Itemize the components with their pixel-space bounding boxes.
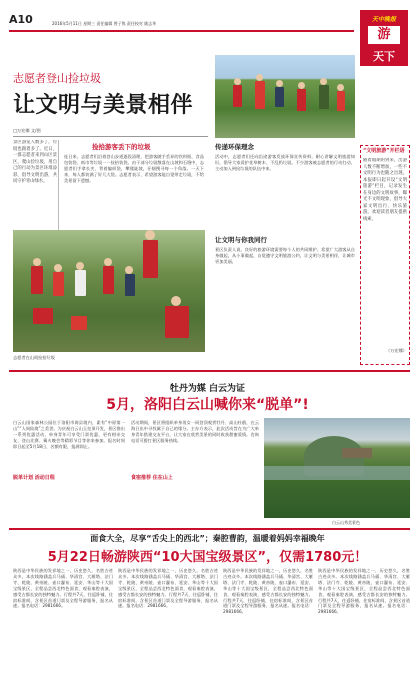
peony-sub-left: 脱单计划 活动日程	[13, 475, 55, 481]
date-line: 2016年5月11日 星期三 责任编辑 曾子隽 责任校对 姚志华	[52, 21, 157, 26]
quote-sign: （万宏娜）	[386, 348, 407, 353]
tour-body-text: 陕西是中华民族的发祥地之一，历史悠久，名胜古迹众多。本次线路涵盖兵马俑、华清宫、大雁塔、法门寺、乾陵、黄帝陵、壶口瀑布、延安、华山等十大国宝级景区，全程品尝西北特色面食，观看秦腔表演，感受古都长安的独特魅力。行程共7天，往返卧铺，住宿标准间，含景区首道门票及全程导游服务，报名从速。报名电话：2981666。	[318, 568, 410, 615]
peony-kicker: 牡丹为媒 白云为证	[169, 384, 246, 394]
tour-body-col-3	[223, 568, 313, 668]
tour-kicker: 面食大全，尽享“舌尖上的西北”；秦腔曹韵，温暖着妈妈幸福晚年	[90, 534, 325, 543]
tour-body-col-4	[318, 568, 410, 668]
quote-title: “文明旅游”开栏语	[363, 148, 405, 154]
lead-intro: 景区游览人数多了，垃圾也跟着多了。近日，一群志愿者来到山区景区，爬山捡垃圾，用自己的行动为景区环境添彩，倡导文明出游，共同守护青山绿水。	[13, 140, 57, 184]
peony-photo	[264, 418, 410, 518]
quote-box	[360, 145, 410, 365]
body-2: 活动中，志愿者们还向沿途游客发放环保宣传资料，耐心讲解文明旅游知识，倡导大家爱护花草树木、不乱扔垃圾。不少游客被志愿者的行动打动，主动加入到捡垃圾的队伍中来。	[215, 154, 355, 171]
page-number: A10	[9, 13, 33, 26]
lead-photo-bottom	[13, 230, 205, 352]
lead-photo-top	[215, 55, 355, 138]
subhead-3: 让文明与你我同行	[215, 236, 267, 244]
peony-body-right: 活动期间，景区将组织单身男女一同登顶观赏牡丹、高山杜鹃，在云海日出中寻找属于自己的缘分。主办方表示，此次活动旨在为广大单身青年搭建交友平台，让大家在欣赏美景的同时收获甜蜜爱情。咨询电话可拨打景区服务热线。	[131, 420, 259, 443]
lead-kicker: 志愿者登山捡垃圾	[13, 72, 101, 85]
byline-rule	[13, 136, 208, 137]
tour-body-text: 陕西是中华民族的发祥地之一，历史悠久，名胜古迹众多。本次线路涵盖兵马俑、华清宫、大雁塔、法门寺、乾陵、黄帝陵、壶口瀑布、延安、华山等十大国宝级景区，全程品尝西北特色面食，观看秦腔表演，感受古都长安的独特魅力。行程共7天，往返卧铺，住宿标准间，含景区首道门票及全程导游服务，报名从速。报名电话：2981666。	[223, 568, 313, 615]
peony-photo-caption: 白云山秀美景色	[332, 520, 360, 525]
quote-body: 随着假期的到来，出游人数不断增加，一些不文明行为也随之出现。本报即日起开设“文明旅游”栏目，记录发生在身边的文明故事，曝光不文明现象，倡导大家文明出行、快乐旅游。欢迎读者朋友提供线索。	[363, 158, 407, 222]
tour-body-col-1: 陕西是中华民族的发祥地之一，历史悠久，名胜古迹众多。本次线路涵盖兵马俑、华清宫、大雁塔、法门寺、乾陵、黄帝陵、壶口瀑布、延安、华山等十大国宝级景区，全程品尝西北特色面食，观看秦腔表演，感受古都长安的独特魅力。行程共7天，往返卧铺，住宿标准间，含景区首道门票及全程导游服务，报名从速。报名电话：2981666。	[13, 568, 113, 609]
peony-body-left: 白云山国家森林公园位于洛阳市嵩县境内，素有“中原第一山”“人间仙境”之美誉。为庆祝白云山玉皇顶开发，景区推出一系列优惠活动，单身青年可享受门票优惠，更有相亲交友、登山比赛、篝火晚会等精彩节目等你来参加。报名时间即日起至5月18日，名额有限，报满即止。	[13, 420, 125, 449]
lead-headline: 让文明与美景相伴	[13, 93, 194, 118]
header-rule	[9, 30, 354, 32]
section-rule-2	[9, 528, 410, 530]
section-char-1: 游	[368, 26, 400, 44]
photo-1-caption: 志愿者在山间捡拾垃圾	[13, 355, 55, 360]
peony-sub-right: 食宿推荐 住在山上	[131, 475, 173, 481]
body-3: 景区负责人说，良好的旅游环境需要每个人的共同维护。希望广大游客从自身做起，从小事做起，自觉遵守文明旅游公约，让文明与美景相伴，让城市更加美丽。	[215, 247, 355, 264]
tour-body-text: 陕西是中华民族的发祥地之一，历史悠久，名胜古迹众多。本次线路涵盖兵马俑、华清宫、大雁塔、法门寺、乾陵、黄帝陵、壶口瀑布、延安、华山等十大国宝级景区，全程品尝西北特色面食，观看秦腔表演，感受古都长安的独特魅力。行程共7天，往返卧铺，住宿标准间，含景区首道门票及全程导游服务，报名从速。报名电话：2981666。	[118, 568, 218, 609]
subhead-1: 捡拾游客丢下的垃圾	[92, 143, 151, 151]
section-char-2: 天下	[373, 50, 395, 63]
tour-body-col-2	[118, 568, 218, 668]
body-1: 连日来，志愿者们沿着登山步道逐段清理，把游客随手丢弃的饮料瓶、食品包装袋、纸巾等垃圾一一捡拾装袋。由于部分垃圾散落在山坡和石缝中，志愿者们手拿长夹、背着编织袋，攀爬陡坡，仔细搜寻每一个角落。一天下来，每人都装满了好几大袋。志愿者表示，希望游客能自觉带走垃圾，不给美景留下遗憾。	[64, 154, 204, 183]
subhead-2: 传递环保理念	[215, 143, 254, 151]
section-logo	[360, 10, 408, 66]
lead-byline: □万宏娜 文/图	[13, 128, 41, 133]
section-rule-1	[9, 370, 410, 372]
logo-text: 天中晚报	[371, 16, 396, 23]
tour-headline: 5月22日畅游陕西“10大国宝级景区”，仅需1780元！	[47, 550, 368, 565]
peony-headline: 5月，洛阳白云山喊你来“脱单”!	[106, 397, 309, 413]
